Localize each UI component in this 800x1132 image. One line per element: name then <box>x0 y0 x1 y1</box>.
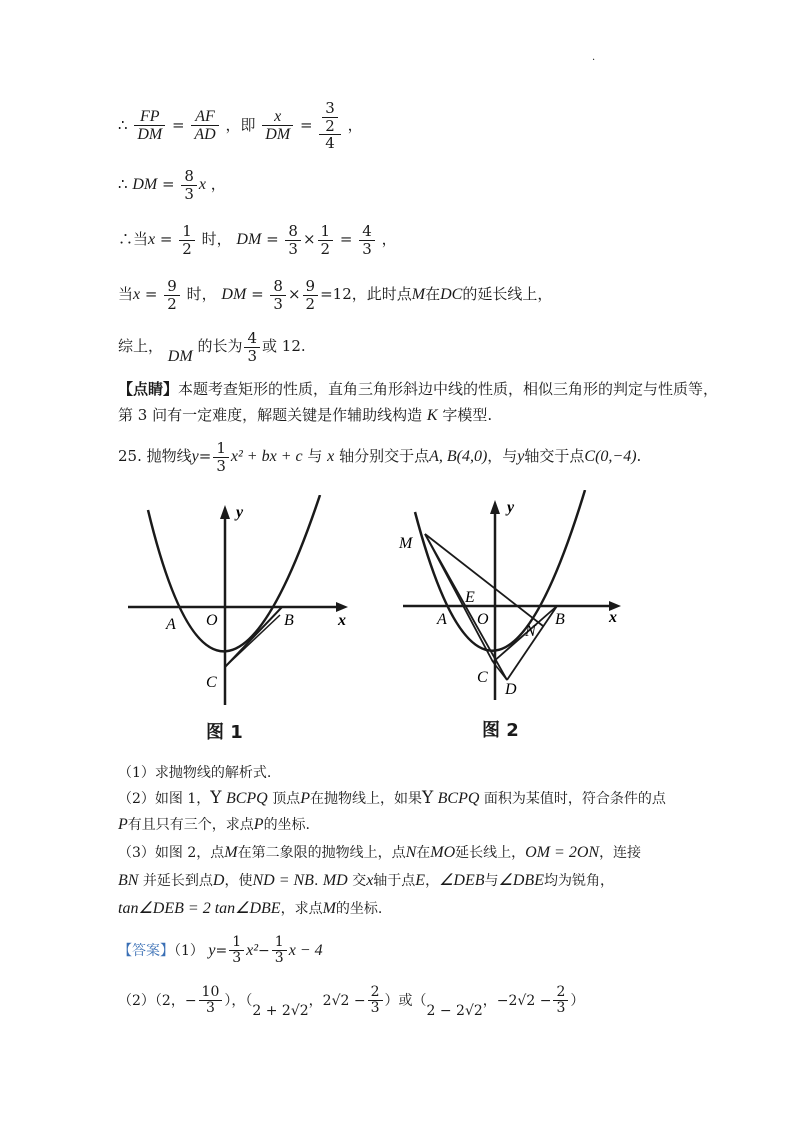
question-3-line-1: （3）如图 2，点M在第二象限的抛物线上，点N在MO延长线上，OM = 2ON，连接 <box>118 844 642 861</box>
question-2-line-2: P有且只有三个，求点P的坐标. <box>118 816 311 833</box>
segment-cb-parallel <box>225 615 280 667</box>
label-c: C <box>477 669 488 686</box>
line-conclusion: 综上， DM 的长为 $\frac{4}{3}$ 或 12. <box>118 329 306 365</box>
question-1: （1）求抛物线的解析式. <box>118 765 272 781</box>
figure-1 <box>120 495 360 745</box>
fraction-af-ad: $\frac{AF}{AD}$ <box>191 108 218 144</box>
label-n: N <box>525 623 536 640</box>
label-a: A <box>437 611 447 628</box>
note-line-1: 【点睛】本题考查矩形的性质，直角三角形斜边中线的性质，相似三角形的判定与性质等， <box>118 380 719 398</box>
label-y: y <box>507 499 515 516</box>
label-c: C <box>206 674 217 691</box>
answer-2: （2）（2，− $\frac{10}{3}$ ），（2 + 2√2，2√2 − $\frac{2}{3}$ ）或（2 − 2√2，−2√2 − $\frac{2}{3}$ ） <box>118 984 585 1019</box>
label-e: E <box>465 589 475 606</box>
note-label: 【点睛】 <box>118 380 179 398</box>
label-m: M <box>399 535 413 552</box>
figure-1-caption: 图 1 <box>206 722 243 743</box>
answer-1: 【答案】（1） y= $\frac{1}{3}$ x²− $\frac{1}{3}$ x − 4 <box>118 934 323 967</box>
x-axis-arrow <box>336 602 348 612</box>
y-axis-arrow <box>490 500 500 514</box>
y-axis-arrow <box>220 505 230 519</box>
question-3-line-3: tan∠DEB = 2 tan∠DBE，求点M的坐标. <box>118 900 383 917</box>
figure-2 <box>395 490 635 740</box>
problem-25-statement: 25. 抛物线y= $\frac{1}{3}$ x² + bx + c 与 x 轴分别交于点A, B(4,0)，与y轴交于点C(0,−4). <box>118 439 642 475</box>
line-dm-formula: ∴ DM = $\frac{8}{3}$ x ， <box>118 167 226 203</box>
question-3-line-2: BN 并延长到点D，使ND = NB. MD 交x轴于点E，∠DEB与∠DBE均为锐角， <box>118 872 614 889</box>
label-o: O <box>477 611 489 628</box>
label-y: y <box>236 504 244 521</box>
segment-mc <box>425 534 493 662</box>
label-o: O <box>206 612 218 629</box>
line-x-ninehalf: 当x = $\frac{9}{2}$ 时， DM = $\frac{8}{3}$ × $\frac{9}{2}$ =12，此时点M在DC的延长线上， <box>118 277 553 313</box>
fraction-x-dm: $\frac{x}{DM}$ <box>262 108 293 144</box>
label-d: D <box>505 681 517 698</box>
answer-label: 【答案】 <box>118 942 174 959</box>
figure-2-caption: 图 2 <box>482 720 519 741</box>
label-b: B <box>555 611 565 628</box>
label-x: x <box>609 609 617 626</box>
label-a: A <box>166 616 176 633</box>
question-2-line-1: （2）如图 1，Y BCPQ 顶点P在抛物线上，如果Y BCPQ 面积为某值时，符合条件的点 <box>118 788 666 808</box>
note-line-2: 第 3 问有一定难度，解题关键是作辅助线构造 K 字模型. <box>118 406 493 424</box>
fraction-complex: $\frac{\frac{3}{2}}{4}$ <box>319 100 341 152</box>
label-b: B <box>284 612 294 629</box>
line-ratio: ∴ $\frac{FP}{DM}$ = $\frac{AF}{AD}$ ，即 $\frac{x}{DM}$ = $\frac{\frac{3}{2}}{4}$ ， <box>118 99 363 152</box>
corner-mark: . <box>592 52 596 63</box>
label-x: x <box>338 612 346 629</box>
line-x-half: ∴当x = $\frac{1}{2}$ 时， DM = $\frac{8}{3}$ × $\frac{1}{2}$ = $\frac{4}{3}$ ， <box>118 222 397 258</box>
fraction-fp-dm: $\frac{FP}{DM}$ <box>134 108 165 144</box>
